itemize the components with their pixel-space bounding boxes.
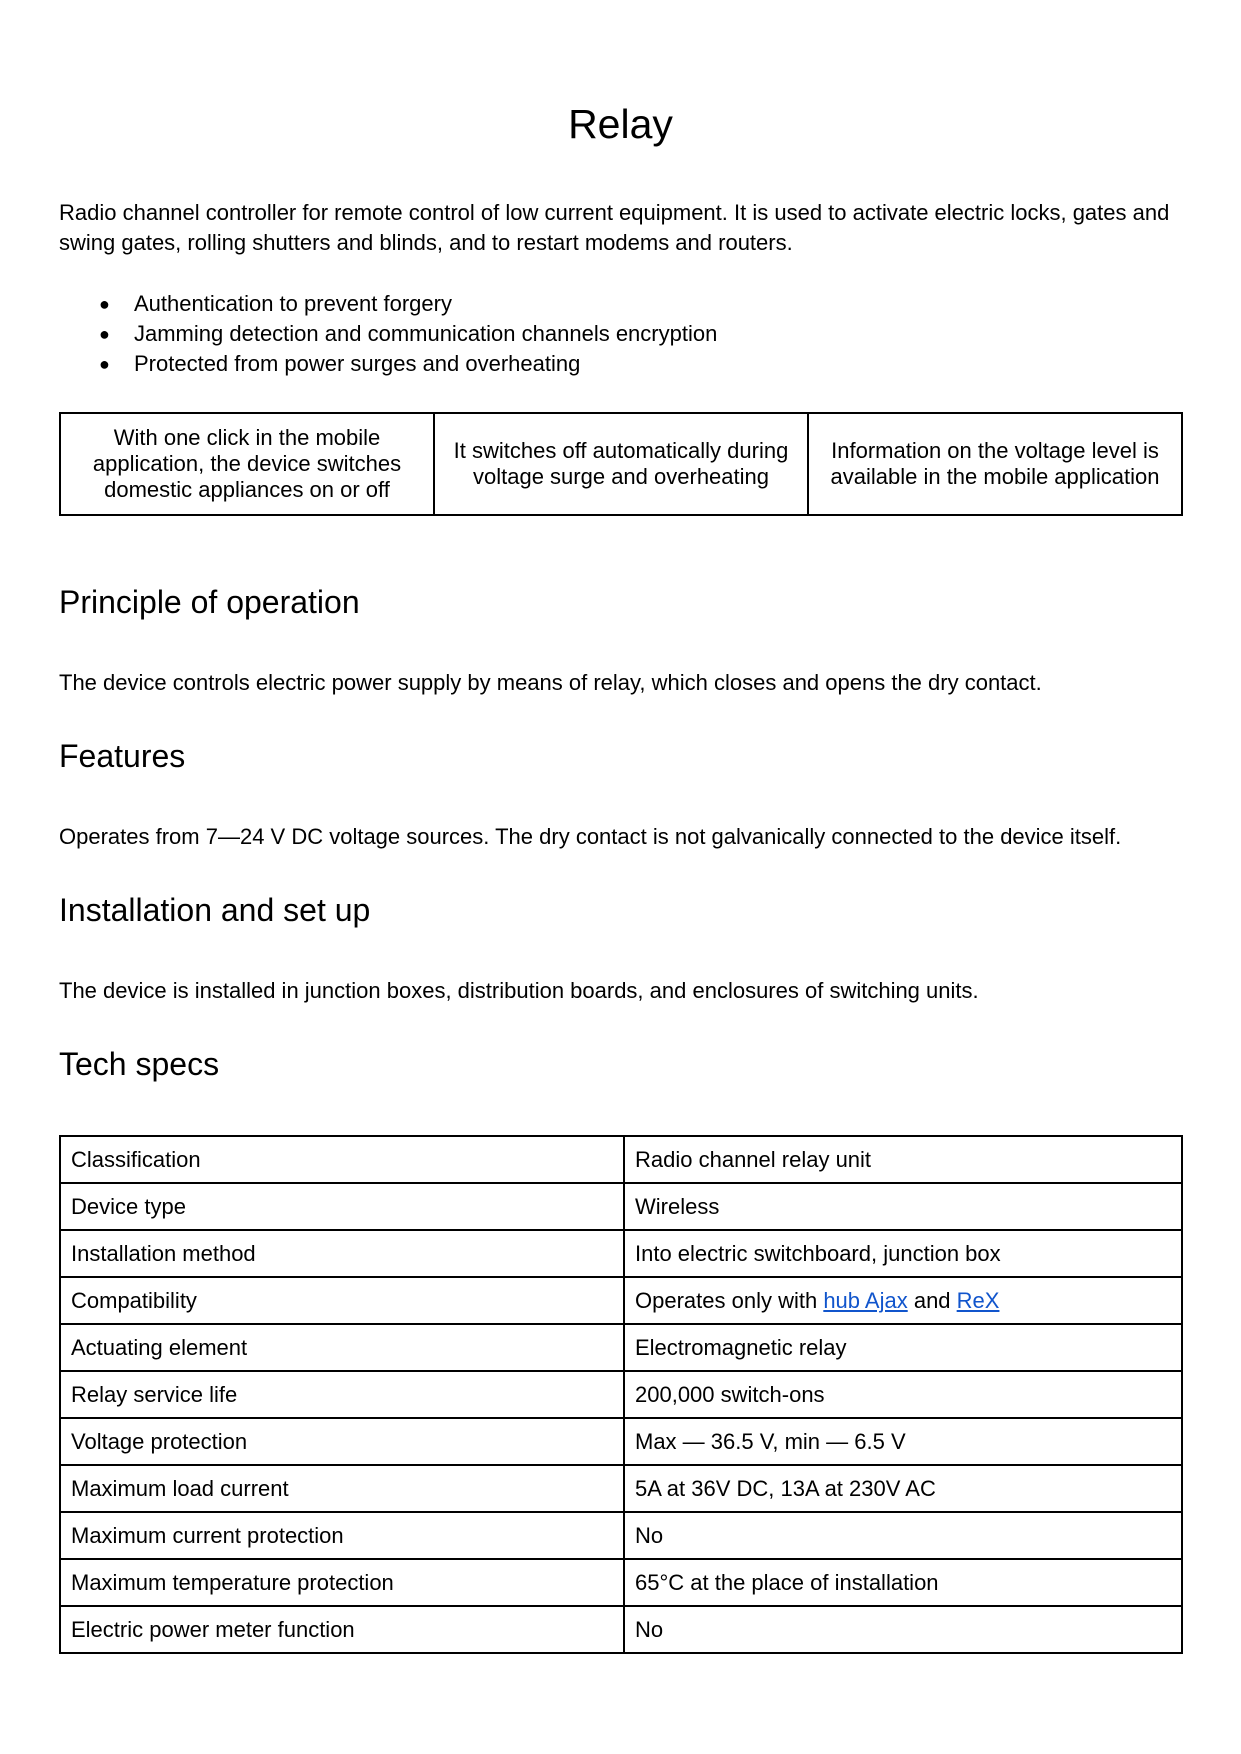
table-row	[60, 1371, 1182, 1418]
table-row	[60, 1512, 1182, 1559]
tech-specs-table	[59, 1135, 1183, 1654]
heading-features: Features	[59, 738, 186, 774]
feature-cell-auto-switch-off: It switches off automatically during voltage surge and overheating	[434, 413, 808, 515]
principle-paragraph: The device controls electric power supply by means of relay, which closes and opens the dry contact.	[59, 670, 1042, 695]
spec-value: Into electric switchboard, junction box	[624, 1230, 1182, 1277]
table-row	[60, 1277, 1182, 1324]
table-row	[60, 1606, 1182, 1653]
spec-value: Max — 36.5 V, min — 6.5 V	[624, 1418, 1182, 1465]
table-row	[60, 1465, 1182, 1512]
table-row	[60, 1324, 1182, 1371]
spec-value-compatibility	[624, 1277, 1182, 1324]
bullet-icon: ●	[99, 294, 110, 314]
list-item-text: Jamming detection and communication channels encryption	[134, 321, 718, 346]
spec-label: Device type	[60, 1183, 624, 1230]
spec-label: Maximum current protection	[60, 1512, 624, 1559]
bullet-icon: ●	[99, 354, 110, 374]
table-row	[60, 1136, 1182, 1183]
spec-value: No	[624, 1512, 1182, 1559]
feature-cell-voltage-info: Information on the voltage level is available in the mobile application	[808, 413, 1182, 515]
spec-value: 65°C at the place of installation	[624, 1559, 1182, 1606]
heading-principle-of-operation: Principle of operation	[59, 584, 360, 620]
list-item	[59, 319, 717, 349]
spec-label: Electric power meter function	[60, 1606, 624, 1653]
spec-value: Electromagnetic relay	[624, 1324, 1182, 1371]
list-item	[59, 349, 717, 379]
table-row	[60, 1418, 1182, 1465]
spec-label: Installation method	[60, 1230, 624, 1277]
bullet-list	[59, 289, 717, 379]
intro-paragraph: Radio channel controller for remote control of low current equipment. It is used to activate electric locks, gates and swing gates, rolling shutters and blinds, and to restart modems and routers.	[59, 200, 1170, 255]
spec-value: 200,000 switch-ons	[624, 1371, 1182, 1418]
installation-paragraph: The device is installed in junction boxes, distribution boards, and enclosures of switching units.	[59, 978, 979, 1003]
spec-label: Compatibility	[60, 1277, 624, 1324]
table-row	[60, 1183, 1182, 1230]
list-item-text: Authentication to prevent forgery	[134, 291, 452, 316]
features-paragraph: Operates from 7—24 V DC voltage sources. The dry contact is not galvanically connected to the device itself.	[59, 824, 1122, 849]
spec-value: Wireless	[624, 1183, 1182, 1230]
feature-summary-table	[59, 412, 1183, 516]
spec-value: Radio channel relay unit	[624, 1136, 1182, 1183]
compatibility-conjunction: and	[907, 1287, 957, 1313]
spec-value: 5A at 36V DC, 13A at 230V AC	[624, 1465, 1182, 1512]
list-item	[59, 289, 717, 319]
spec-value: No	[624, 1606, 1182, 1653]
bullet-icon: ●	[99, 324, 110, 344]
spec-label: Actuating element	[60, 1324, 624, 1371]
rex-link[interactable]: ReX	[956, 1287, 1000, 1313]
page-title: Relay	[568, 101, 673, 147]
table-row	[60, 1559, 1182, 1606]
spec-label: Voltage protection	[60, 1418, 624, 1465]
compatibility-prefix: Operates only with	[635, 1287, 824, 1313]
spec-label: Maximum temperature protection	[60, 1559, 624, 1606]
hub-ajax-link[interactable]: hub Ajax	[823, 1287, 908, 1313]
heading-installation: Installation and set up	[59, 892, 371, 928]
spec-label: Classification	[60, 1136, 624, 1183]
feature-cell-mobile-control: With one click in the mobile application, the device switches domestic appliances on or off	[60, 413, 434, 515]
list-item-text: Protected from power surges and overheating	[134, 351, 581, 376]
table-row	[60, 413, 1182, 515]
spec-label: Relay service life	[60, 1371, 624, 1418]
heading-tech-specs: Tech specs	[59, 1046, 220, 1082]
table-row	[60, 1230, 1182, 1277]
spec-label: Maximum load current	[60, 1465, 624, 1512]
